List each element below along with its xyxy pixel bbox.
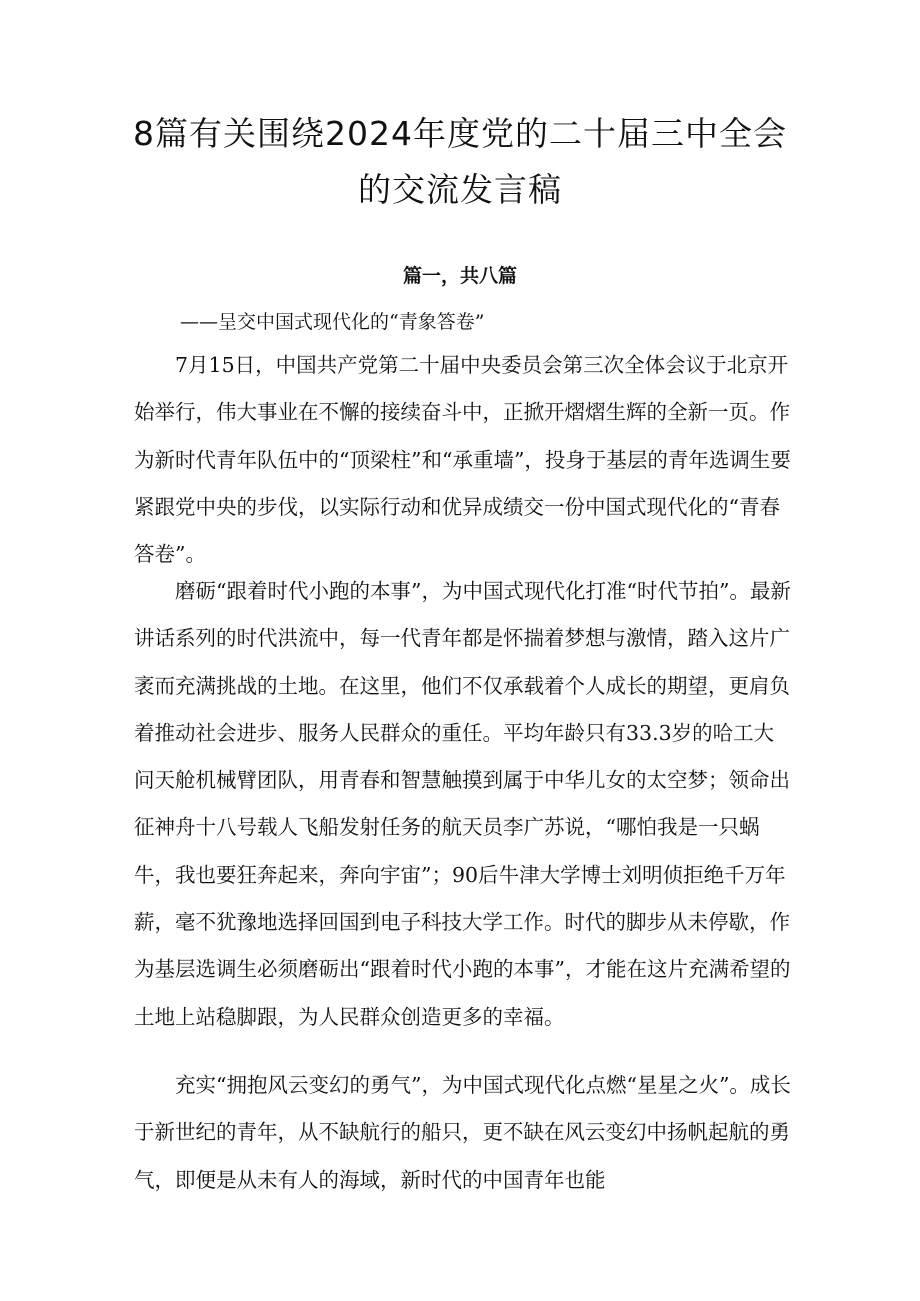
- section-heading: 篇一，共八篇: [402, 265, 517, 287]
- section-subtitle: ——呈交中国式现代化的“青象答卷”: [180, 311, 485, 333]
- document-title: 8篇有关围绕2024年度党的二十届三中全会的交流发言稿: [133, 114, 787, 209]
- body-paragraph: 充实“拥抱风云变幻的勇气”，为中国式现代化点燃“星星之火”。成长于新世纪的青年，从不缺航行的船只，更不缺在风云变幻中扬帆起航的勇气，即便是从未有人的海域，新时代的中国青年也能: [134, 1073, 791, 1192]
- body-paragraph: 磨砺“跟着时代小跑的本事”，为中国式现代化打准“时代节拍”。最新讲话系列的时代洪流中，每一代青年都是怀揣着梦想与激情，踏入这片广袤而充满挑战的土地。在这里，他们不仅承载着个人成长的期望，更肩负着推动社会进步、服务人民群众的重任。平均年龄只有33.3岁的哈工大问天舱机械臂团队，用青春和智慧触摸到属于中华儿女的太空梦；领命出征神舟十八号载人飞船发射任务的航天员李广苏说，“哪怕我是一只蜗牛，我也要狂奔起来，奔向宇宙”；90后牛津大学博士刘明侦拒绝千万年薪，毫不犹豫地选择回国到电子科技大学工作。时代的脚步从未停歇，作为基层选调生必须磨砺出“跟着时代小跑的本事”，才能在这片充满希望的土地上站稳脚跟，为人民群众创造更多的幸福。: [134, 579, 791, 1029]
- body-paragraph: 7月15日，中国共产党第二十届中央委员会第三次全体会议于北京开始举行，伟大事业在不懈的接续奋斗中，正掀开熠熠生辉的全新一页。作为新时代青年队伍中的“顶梁柱”和“承重墙”，投身于基层的青年选调生要紧跟党中央的步伐，以实际行动和优异成绩交一份中国式现代化的“青春答卷”。: [134, 353, 791, 567]
